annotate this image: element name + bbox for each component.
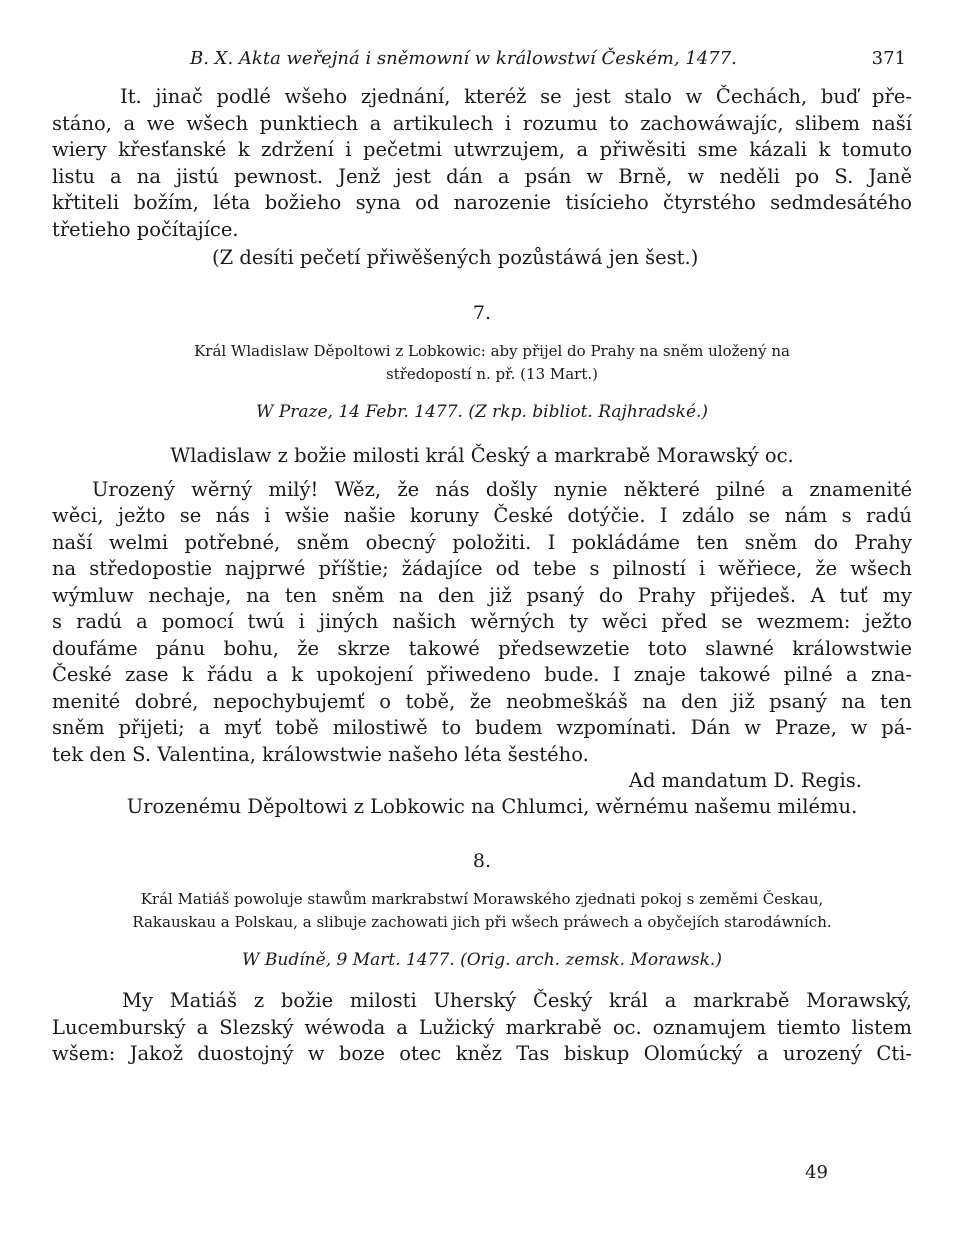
text-line: sněm přijeti; a myť tobě milostiwě to budem wzpomínati. Dán w Praze, w pá-	[52, 716, 912, 739]
summary-line: Rakauskau a Polskau, a slibuje zachowati jich při wšech práwech a obyčejích starodáwních.	[132, 913, 832, 931]
doc8-body	[52, 988, 912, 1068]
text-line: It. jinač podlé wšeho zjednání, kteréž se jest stalo w Čechách, buď pře-	[120, 85, 912, 108]
summary-line: Král Matiáš powoluje stawům markrabstwí Morawského zjednati pokoj s zeměmi Českau,	[140, 890, 824, 908]
signature-mark: 49	[805, 1162, 828, 1183]
dateline: W Praze, 14 Febr. 1477. (Z rkp. bibliot. Rajhradské.)	[255, 401, 709, 422]
text-line: wýmluw nechaje, na ten sněm na den již psaný do Prahy přijedeš. A tuť my	[52, 583, 912, 607]
text-line: naší welmi potřebné, sněm obecný položiti. I pokládáme ten sněm do Prahy	[52, 530, 912, 554]
signature: Ad mandatum D. Regis.	[628, 769, 862, 792]
summary-line: Král Wladislaw Děpoltowi z Lobkowic: aby přijel do Prahy na sněm uložený na	[194, 341, 790, 360]
text-line: křtiteli božím, léta božieho syna od narozenie tisícieho čtyrstého sedmdesátého	[52, 191, 912, 214]
text-line: doufáme pánu bohu, že skrze takowé předsewzetie toto slawné králowstwie	[52, 636, 912, 660]
document-page	[52, 40, 912, 1068]
text-line: Urozený wěrný milý! Wěz, že nás došly nynie některé pilné a znamenité	[92, 477, 912, 501]
page-number: 371	[871, 48, 906, 69]
doc6-text	[52, 84, 912, 243]
seal-note: (Z desíti pečetí přiwěšených pozůstáwá jen šest.)	[212, 246, 699, 269]
summary-line: středopostí n. př. (13 Mart.)	[385, 364, 598, 383]
text-line: tek den S. Valentina, králowstwie našeho léta šestého.	[52, 742, 589, 766]
text-line: Lucemburský a Slezský wéwoda a Lužický markrabě oc. oznamujem tiemto listem	[52, 1015, 912, 1039]
address: Urozenému Děpoltowi z Lobkowic na Chlumci, wěrnému našemu milému.	[126, 795, 858, 818]
text-line: listu a na jistú pewnost. Jenž jest dán a psán w Brně, w neděli po S. Janě	[52, 164, 912, 188]
text-line: menité dobré, nepochybujemť o tobě, že neobmeškáš na den již psaný na ten	[52, 689, 912, 713]
salutation: Wladislaw z božie milosti král Český a markrabě Morawský oc.	[170, 443, 794, 467]
doc7-body	[52, 477, 912, 769]
text-line: My Matiáš z božie milosti Uherský Český král a markrabě Morawský,	[122, 989, 912, 1012]
document-summary	[92, 340, 892, 386]
text-line: třetieho počítajíce.	[52, 217, 239, 241]
text-line: wěci, ježto se nás i wšie našie koruny České dotýčie. I zdálo se nám s radú	[52, 504, 912, 527]
text-line: stáno, a we wšech punktiech a artikulech i rozumu to zachowáwajíc, slibem naší	[52, 111, 912, 135]
text-line: s radú a pomocí twú i jiných našich wěrných ty wěci před se wezmem: ježto	[52, 610, 912, 633]
document-number: 7.	[472, 301, 492, 324]
text-line: na středopostie najprwé příštie; žádajíce od tebe s pilností i wěřiece, že wšech	[52, 557, 912, 580]
document-summary	[52, 888, 912, 934]
running-header	[52, 40, 912, 76]
text-line: wiery křesťanské k zdržení i pečetmi utwrzujem, a přiwěsiti sme kázali k tomuto	[52, 138, 912, 161]
document-number: 8.	[472, 850, 492, 872]
running-title: B. X. Akta weřejná i sněmowní w králowstwí Českém, 1477.	[190, 48, 737, 69]
text-line: České zase k řádu a k upokojení přiwedeno bude. I znaje takowé pilné a zna-	[52, 663, 912, 686]
text-line: wšem: Jakož duostojný w boze otec kněz Tas biskup Olomúcký a urozený Cti-	[52, 1042, 912, 1065]
dateline: W Budíně, 9 Mart. 1477. (Orig. arch. zemsk. Morawsk.)	[242, 950, 722, 970]
